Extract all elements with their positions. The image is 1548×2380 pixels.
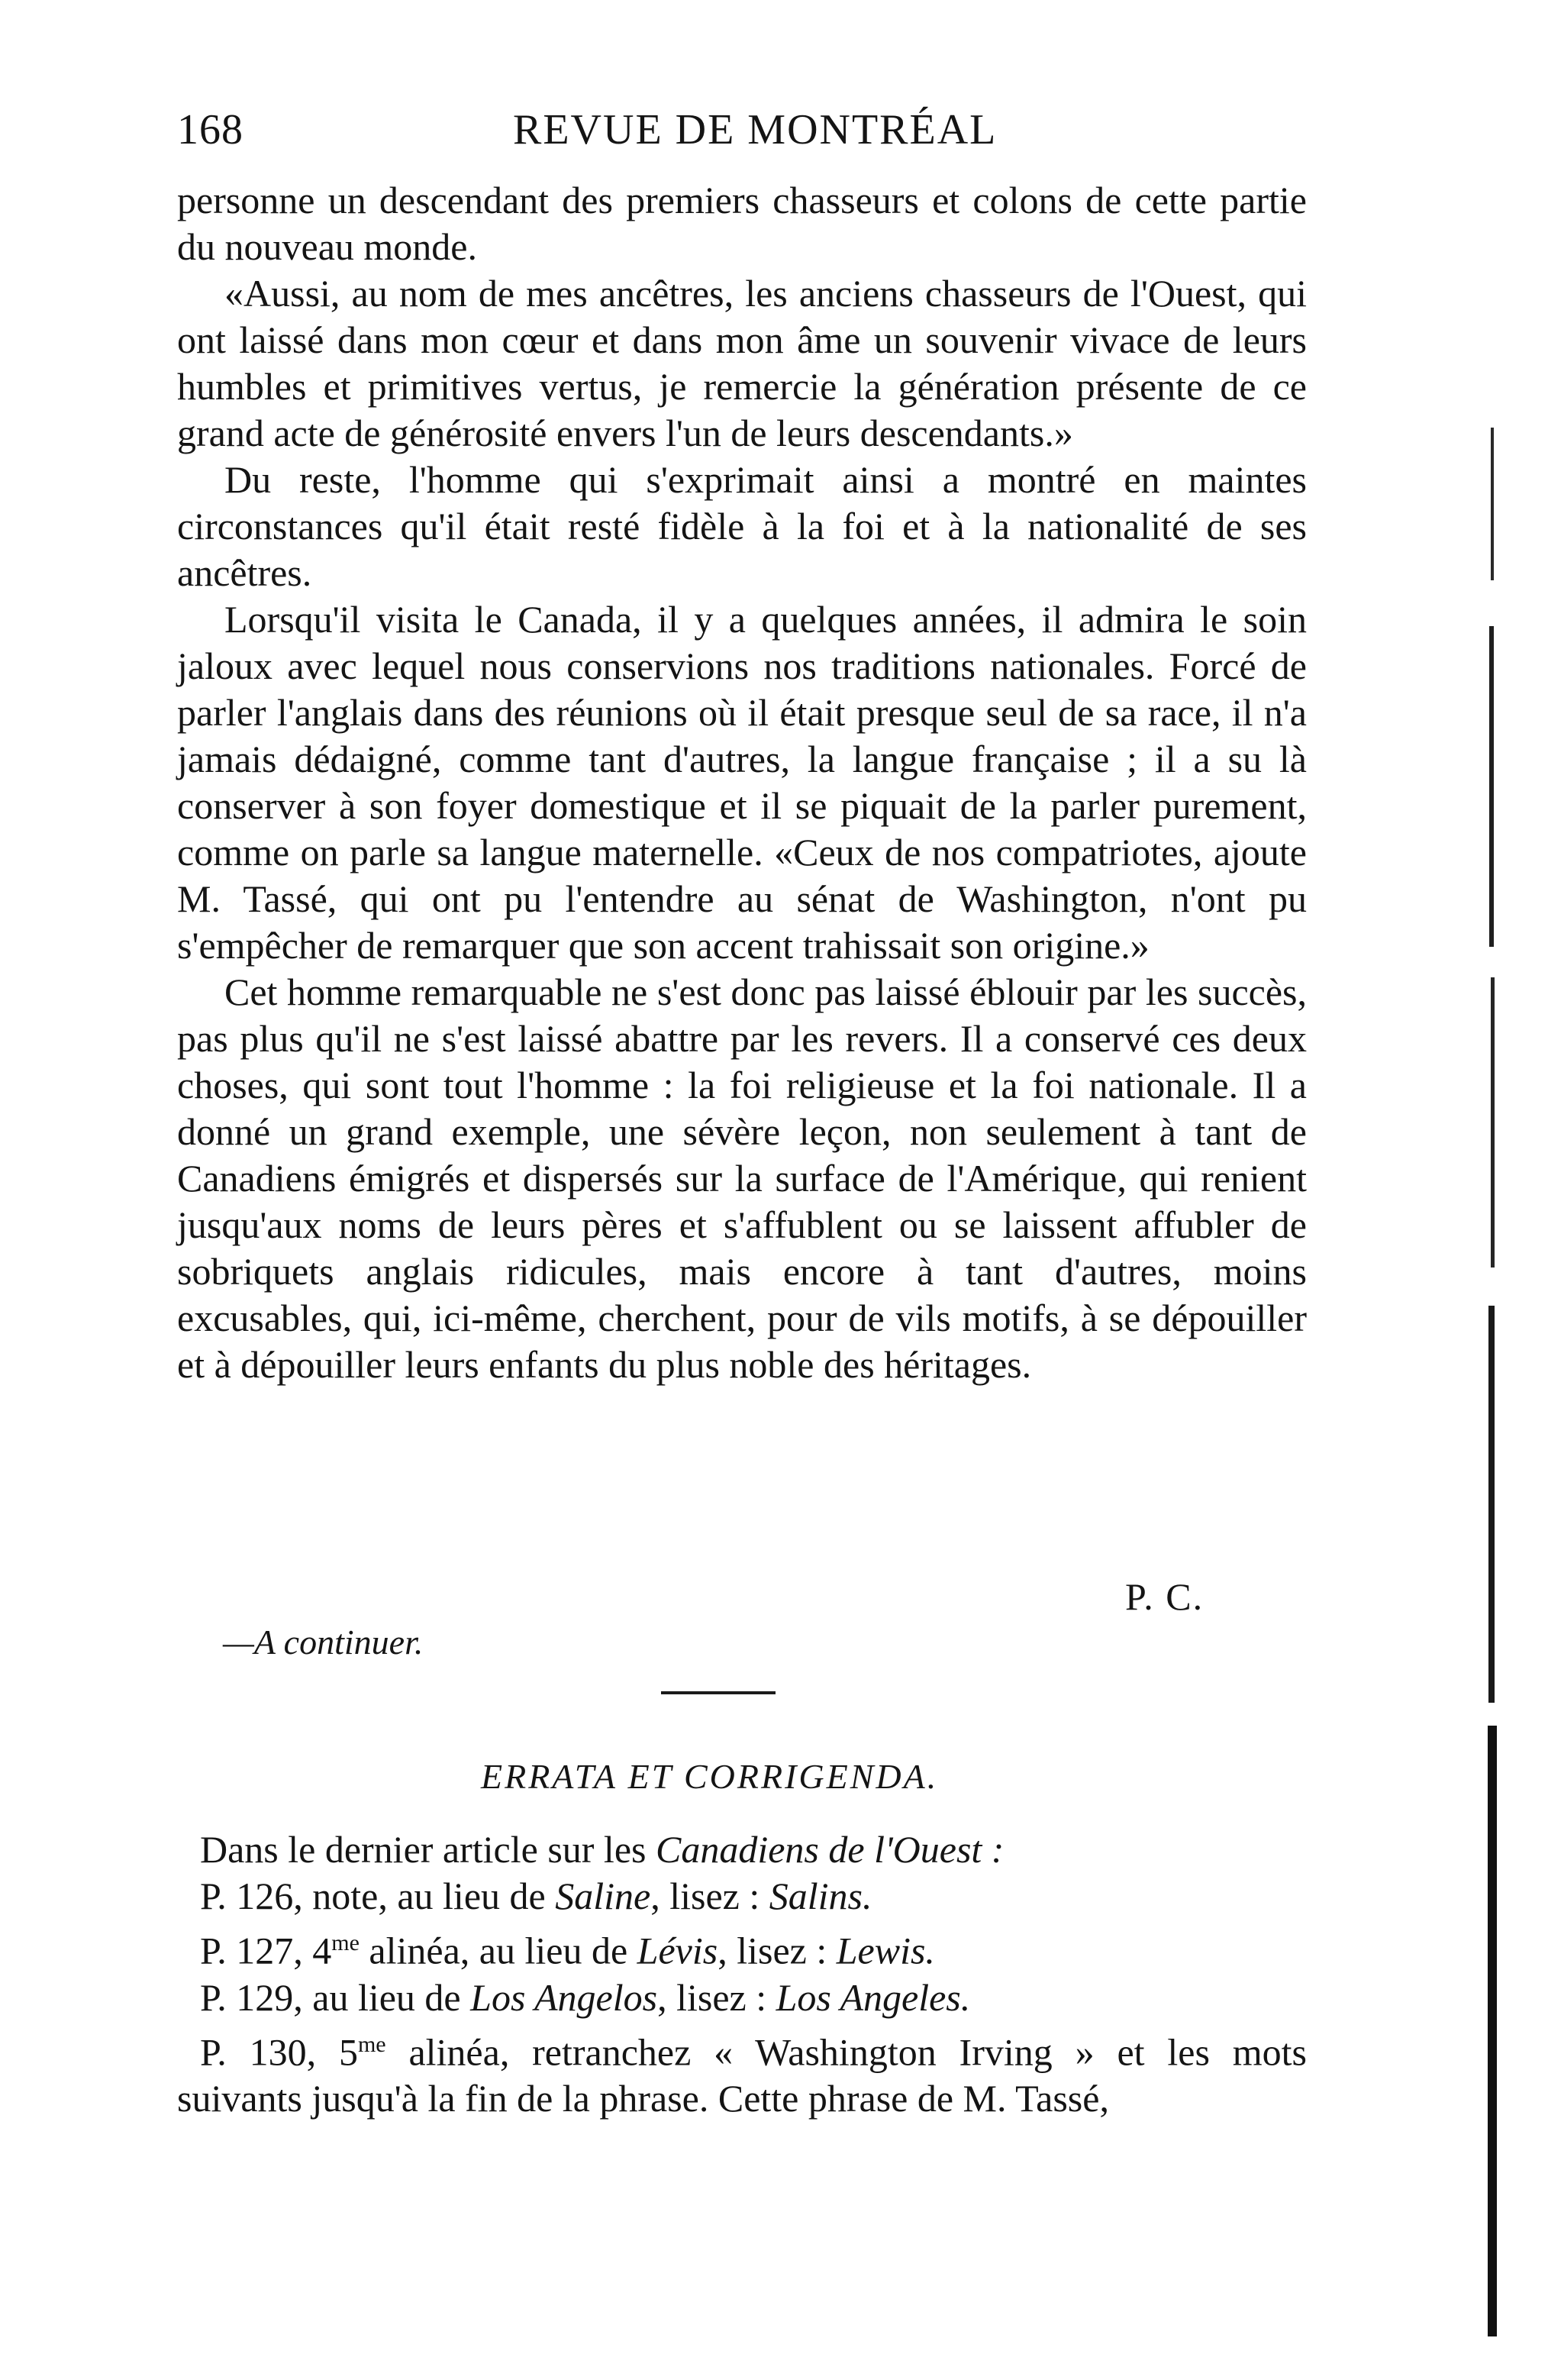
paragraph-3: Du reste, l'homme qui s'exprimait ainsi a montré en maintes circonstances qu'il était resté fidèle à la foi et à la nationalité de ses ancêtres.: [177, 458, 1307, 594]
page-number: 168: [177, 106, 243, 153]
paragraph-4: Lorsqu'il visita le Canada, il y a quelques années, il admira le soin jaloux avec lequel nous conservions nos traditions nationales. Forcé de parler l'anglais dans des réunions où il était presque seul de sa race, il n'a jamais dédaigné, comme tant d'autres, la langue française ; il a su là conserver à son foyer domestique et il se piquait de la parler purement, comme on parle sa langue maternelle. «Ceux de nos compatriotes, ajoute M. Tassé, qui ont pu l'entendre au sénat de Washington, n'ont pu s'empêcher de remarquer que son accent trahissait son origine.»: [177, 598, 1307, 967]
errata-mid: , lisez :: [650, 1875, 769, 1917]
errata-continuation: suivants jusqu'à la fin de la phrase. Cette phrase de M. Tassé,: [177, 2077, 1109, 2120]
errata-mid: , lisez :: [718, 1929, 837, 1972]
errata-ref: P. 126, note, au lieu de: [200, 1875, 556, 1917]
errata-intro: [177, 1826, 1307, 1873]
paragraph-5: Cet homme remarquable ne s'est donc pas laissé éblouir par les succès, pas plus qu'il ne s'est laissé abattre par les revers. Il a conservé ces deux choses, qui sont tout l'homme : la foi religieuse et la foi nationale. Il a donné un grand exemple, une sévère leçon, non seulement à tant de Canadiens émigrés et dispersés sur la surface de l'Amérique, qui renient jusqu'aux noms de leurs pères et s'affublent ou se laissent affubler de sobriquets anglais ridicules, mais encore à tant d'autres, moins excusables, qui, ici-même, cherchent, pour de vils motifs, à se dépouiller et à dépouiller leurs enfants du plus noble des héritages.: [177, 970, 1307, 1386]
errata-sup: me: [357, 2031, 386, 2057]
errata-text: alinéa, retranchez « Washington Irving » et les mots: [385, 2030, 1307, 2074]
errata-mid: , lisez :: [657, 1975, 776, 2019]
errata-right: Los Angeles.: [776, 1975, 971, 2019]
errata-item: [177, 1975, 1307, 2021]
errata-wrong: Saline: [555, 1875, 651, 1917]
errata-item: [177, 1920, 1307, 1975]
errata-sup: me: [331, 1930, 360, 1955]
to-be-continued: —A continuer.: [223, 1623, 424, 1661]
errata-wrong: Lévis: [637, 1929, 718, 1972]
errata-ref: P. 127, 4: [200, 1929, 332, 1972]
binding-edge-shadow: [1485, 428, 1501, 2336]
errata-intro-text: Dans le dernier article sur les: [200, 1828, 656, 1871]
errata-list: [177, 1826, 1307, 2122]
errata-wrong: Los Angelos: [470, 1975, 658, 2019]
errata-intro-italic: Canadiens de l'Ouest :: [655, 1828, 1005, 1871]
page-header: [177, 105, 1307, 159]
running-title: REVUE DE MONTRÉAL: [513, 106, 998, 153]
errata-title: ERRATA ET CORRIGENDA.: [481, 1757, 939, 1796]
paragraph-1: personne un descendant des premiers chasseurs et colons de cette partie du nouveau monde.: [177, 179, 1307, 268]
errata-ref-cont: alinéa, au lieu de: [359, 1929, 637, 1972]
errata-right: Lewis.: [836, 1929, 935, 1972]
paragraph-2: «Aussi, au nom de mes ancêtres, les anciens chasseurs de l'Ouest, qui ont laissé dans mon cœur et dans mon âme un souvenir vivace de leurs humbles et primitives vertus, je remercie la génération présente de ce grand acte de générosité envers l'un de leurs descendants.»: [177, 272, 1307, 454]
body-text: [177, 177, 1307, 1388]
errata-right: Salins.: [769, 1875, 872, 1917]
section-divider: [661, 1691, 776, 1694]
errata-ref: P. 130, 5: [200, 2030, 358, 2074]
author-signature: P. C.: [1125, 1575, 1205, 1618]
errata-item-last: [177, 2021, 1307, 2076]
errata-item: [177, 1873, 1307, 1920]
errata-ref: P. 129, au lieu de: [200, 1975, 471, 2019]
